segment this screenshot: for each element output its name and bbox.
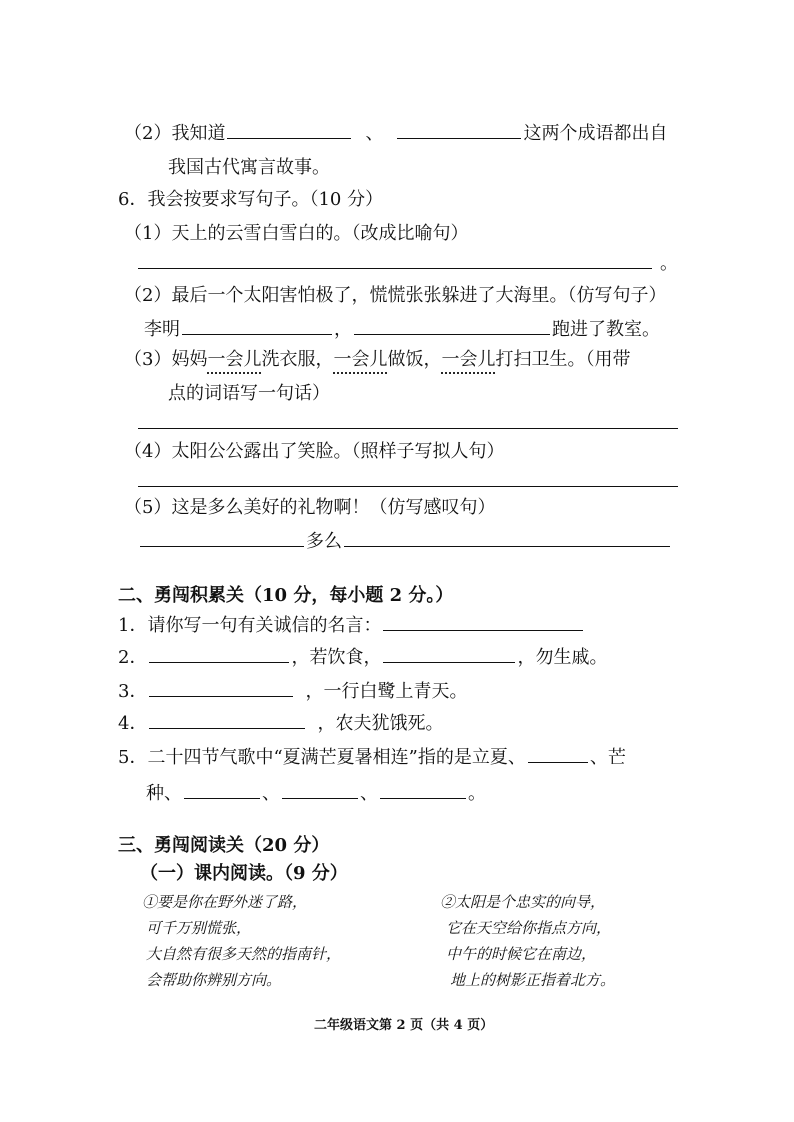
poem-right-2: 它在天空给你指点方向， bbox=[446, 919, 612, 937]
q6-item5-answer bbox=[138, 528, 672, 554]
q6-item3-line2: 点的词语写一句话） bbox=[168, 383, 330, 404]
s2-q1-blank[interactable] bbox=[383, 612, 583, 631]
s2-q5-line2-start: 种、 bbox=[146, 783, 182, 804]
poem-left-3: 大自然有很多天然的指南针， bbox=[146, 945, 342, 963]
poem-left-4: 会帮助你辨别方向。 bbox=[146, 971, 282, 989]
section3-subtitle: （一）课内阅读。（9 分） bbox=[140, 863, 348, 884]
s2-q3-blank[interactable] bbox=[149, 678, 293, 697]
s2-q5-blank-1[interactable] bbox=[528, 744, 588, 763]
s2-q3-num: 3． bbox=[118, 681, 148, 702]
s2-q2-end: ，勿生戚。 bbox=[517, 647, 608, 668]
s2-q2-num: 2． bbox=[118, 647, 148, 668]
s2-q3 bbox=[118, 678, 467, 704]
s2-q5-end: 。 bbox=[468, 783, 486, 804]
q6-item3-p3: 做饭， bbox=[387, 349, 442, 370]
poem-right-3: 中午的时候它在南边， bbox=[446, 945, 597, 963]
q5-item2-prefix: （2）我知道 bbox=[124, 123, 226, 144]
poem-left-2: 可千万别慌张， bbox=[146, 919, 252, 937]
s2-q2-blank-1[interactable] bbox=[149, 644, 289, 663]
page-footer: 二年级语文第 2 页（共 4 页） bbox=[314, 1018, 494, 1033]
q6-item2-blank-2[interactable] bbox=[354, 316, 550, 335]
s2-q5-blank-2[interactable] bbox=[184, 780, 260, 799]
s2-q5-text: 5．二十四节气歌中“夏满芒夏暑相连”指的是立夏、 bbox=[118, 747, 526, 768]
q6-item3-word-1: 一会儿 bbox=[207, 349, 262, 370]
s2-q3-end: ，一行白鹭上青天。 bbox=[305, 681, 468, 702]
s2-q1 bbox=[118, 612, 585, 638]
q6-item2-answer bbox=[144, 316, 660, 342]
q5-item2-line2: 我国古代寓言故事。 bbox=[168, 157, 330, 178]
s2-q5-blank-4[interactable] bbox=[380, 780, 466, 799]
q5-item2-line1 bbox=[124, 120, 667, 146]
q6-item5-text: （5）这是多么美好的礼物啊！（仿写感叹句） bbox=[124, 497, 496, 518]
q6-item2-comma: ， bbox=[334, 319, 352, 340]
s2-q5-line1-end: 、芒 bbox=[589, 747, 626, 768]
q6-item3-answer-line[interactable] bbox=[138, 428, 678, 429]
s2-q5-sep-1: 、 bbox=[262, 783, 280, 804]
section2-title: 二、勇闯积累关（10 分，每小题 2 分。） bbox=[118, 585, 454, 606]
s2-q5-line2 bbox=[146, 780, 486, 806]
q5-item2-suffix: 这两个成语都出自 bbox=[523, 123, 668, 144]
q6-item4-text: （4）太阳公公露出了笑脸。（照样子写拟人句） bbox=[124, 441, 505, 462]
q5-item2-sep: 、 bbox=[365, 123, 384, 144]
s2-q2-blank-2[interactable] bbox=[383, 644, 515, 663]
q6-item2-blank-1[interactable] bbox=[182, 316, 332, 335]
q6-item1-end: 。 bbox=[660, 253, 678, 274]
q6-item3-p4: 打扫卫生。（用带 bbox=[495, 349, 631, 370]
q6-item5-blank-2[interactable] bbox=[344, 528, 670, 547]
s2-q4-end: ，农夫犹饿死。 bbox=[317, 713, 444, 734]
s2-q2 bbox=[118, 644, 607, 670]
q6-title: 6．我会按要求写句子。（10 分） bbox=[118, 189, 384, 210]
s2-q5-line1 bbox=[118, 744, 626, 770]
q6-item1-answer-line[interactable] bbox=[138, 268, 652, 269]
q6-item2-start: 李明 bbox=[144, 319, 180, 340]
poem-right-1: ②太阳是个忠实的向导， bbox=[440, 893, 606, 911]
q6-item2-text: （2）最后一个太阳害怕极了，慌慌张张躲进了大海里。（仿写句子） bbox=[124, 285, 667, 306]
q6-item3-word-3: 一会儿 bbox=[441, 349, 496, 370]
q5-item2-blank-1[interactable] bbox=[227, 120, 351, 139]
q6-item3-p1: （3）妈妈 bbox=[124, 349, 208, 370]
s2-q5-blank-3[interactable] bbox=[282, 780, 358, 799]
q6-item3-word-2: 一会儿 bbox=[333, 349, 388, 370]
poem-right-4: 地上的树影正指着北方。 bbox=[450, 971, 616, 989]
s2-q4-num: 4． bbox=[118, 713, 148, 734]
q6-item5-mid: 多么 bbox=[306, 531, 342, 552]
s2-q1-text: 1．请你写一句有关诚信的名言： bbox=[118, 615, 382, 636]
q6-item2-end: 跑进了教室。 bbox=[552, 319, 660, 340]
section3-title: 三、勇闯阅读关（20 分） bbox=[118, 835, 330, 856]
poem-left-1: ①要是你在野外迷了路， bbox=[142, 893, 308, 911]
s2-q2-mid: ，若饮食， bbox=[291, 647, 382, 668]
s2-q5-sep-2: 、 bbox=[360, 783, 378, 804]
q5-item2-blank-2[interactable] bbox=[397, 120, 521, 139]
q6-item1-text: （1）天上的云雪白雪白的。（改成比喻句） bbox=[124, 223, 469, 244]
q6-item3-line1 bbox=[124, 348, 630, 372]
q6-item4-answer-line[interactable] bbox=[138, 486, 678, 487]
s2-q4 bbox=[118, 710, 443, 736]
q6-item5-blank-1[interactable] bbox=[140, 528, 304, 547]
s2-q4-blank[interactable] bbox=[149, 710, 305, 729]
q6-item3-p2: 洗衣服， bbox=[261, 349, 334, 370]
